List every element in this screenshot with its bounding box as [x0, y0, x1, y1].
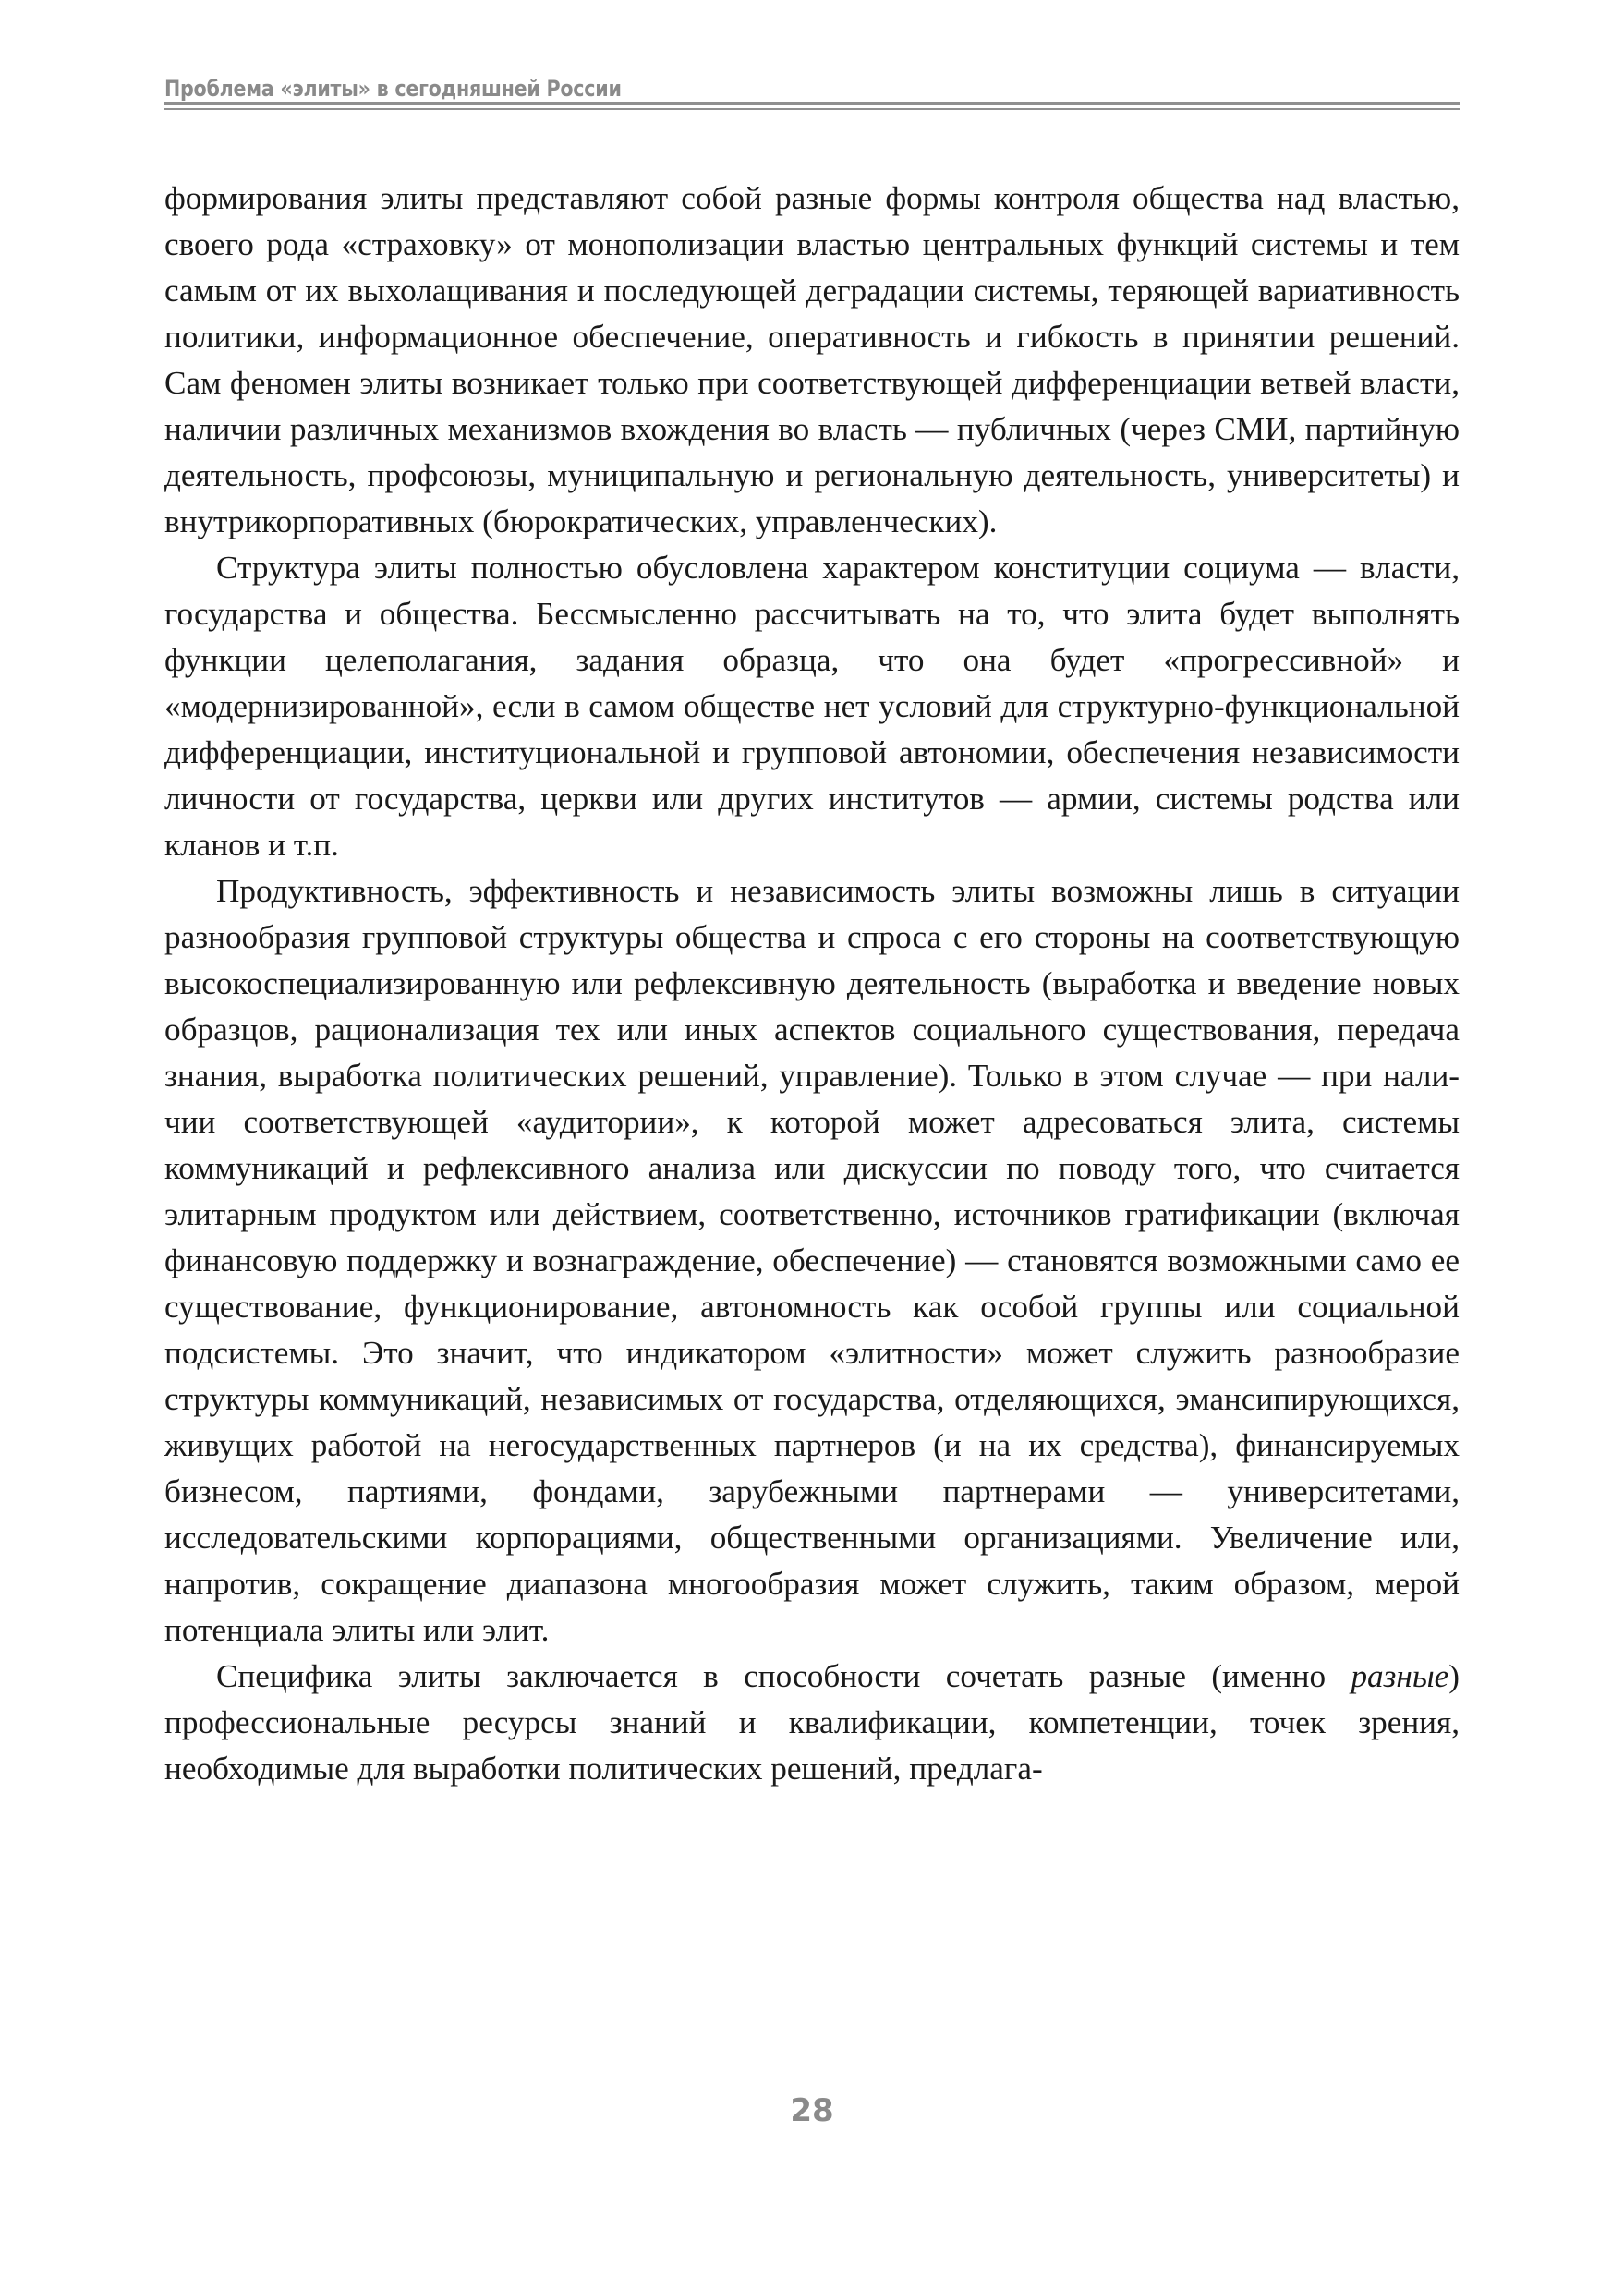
header-rule-thin [164, 108, 1460, 110]
paragraph-4-before: Специфика элиты заключается в способности сочетать разные (именно [216, 1658, 1351, 1694]
header-rule-thick [164, 102, 1460, 105]
paragraph-1: формирования элиты представляют собой разные формы контроля общества над властью, своего рода «страховку» от монополизации властью центральных функций системы и тем самым от их выхолащивания и последующей деградации системы, теряющей вариативность политики, информационное обеспечение, оперативность и гибкость в принятии решений. Сам феномен элиты возникает только при соответствующей дифференциации ветвей власти, наличии различных механизмов вхождения во власть — публичных (через СМИ, партийную деятельность, профсоюзы, муниципальную и региональную деятельность, университеты) и внутрикорпоративных (бюрократических, управленческих). [164, 180, 1460, 539]
paragraph-4-after: ) профессиональные ресурсы знаний и квалификации, компетенции, точек зрения, необходимые для выработки политических решений, предлага- [164, 1658, 1460, 1787]
running-head-title: Проблема «элиты» в сегодняшней России [164, 76, 622, 102]
paragraph-4-emphasis: разные [1351, 1658, 1449, 1694]
running-head [164, 70, 1460, 107]
paragraph-3: Продуктивность, эффективность и независимость элиты возможны лишь в ситуации разнообразия групповой структуры общества и спроса с его стороны на соответствующую высокоспециализированную или рефлексивную деятельность (выработка и введение новых образцов, рационализация тех или иных аспектов социального существования, передача знания, выработка политических решений, управление). Только в этом случае — при наличии соответствующей «аудитории», к которой может адресоваться элита, системы коммуникаций и рефлексивного анализа или дискуссии по поводу того, что считается элитарным продуктом или действием, соответственно, источников гратификации (включая финансовую поддержку и вознаграждение, обеспечение) — становятся возможными само ее существование, функционирование, автономность как особой группы или социальной подсистемы. Это значит, что индикатором «элитности» может служить разнообразие структуры коммуникаций, независимых от государства, отделяющихся, эмансипирующихся, живущих работой на негосударственных партнеров (и на их средства), финансируемых бизнесом, партиями, фондами, зарубежными партнерами — университетами, исследовательскими корпорациями, общественными организациями. Увеличение или, напротив, сокращение диапазона многообразия может служить, таким образом, мерой потенциала элиты или элит. [164, 873, 1460, 1648]
paragraph-4 [164, 1654, 1460, 1792]
body-text [164, 176, 1460, 1792]
paragraph-2: Структура элиты полностью обусловлена характером конституции социума — власти, государства и общества. Бессмысленно рассчитывать на то, что элита будет выполнять функции целеполагания, задания образца, что она будет «прогрессивной» и «модернизированной», если в самом обществе нет условий для структурно-функциональной дифференциации, институциональной и групповой автономии, обеспечения независимости личности от государства, церкви или других институтов — армии, системы родства или кланов и т.п. [164, 550, 1460, 863]
page-number: 28 [790, 2092, 834, 2129]
